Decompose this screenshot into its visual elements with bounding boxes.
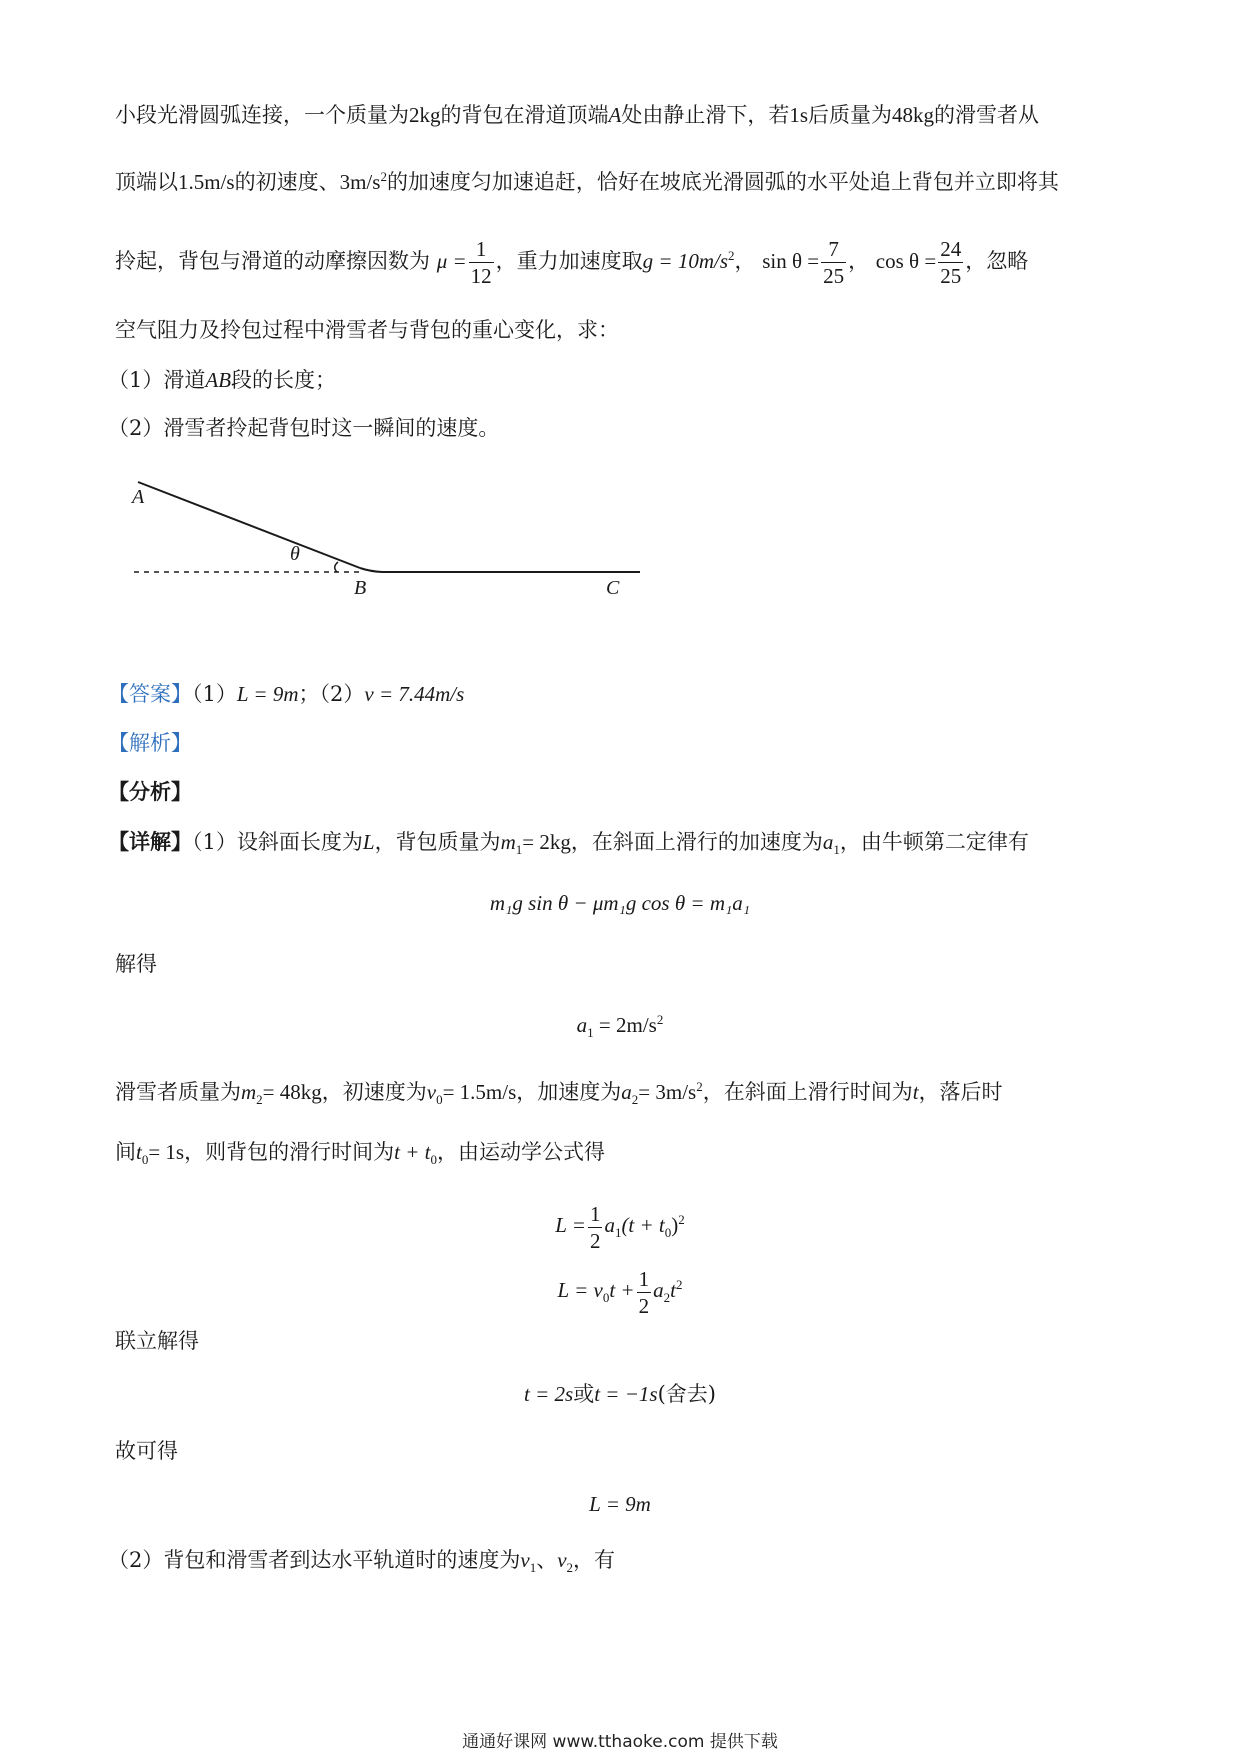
expr-t-plus-t0: t + t (394, 1140, 431, 1164)
subscript: 0 (430, 1152, 437, 1168)
denominator: 25 (823, 264, 845, 288)
subscript: 2 (566, 1560, 574, 1576)
text: 滑雪者质量为 (115, 1080, 241, 1104)
text: ， (848, 249, 870, 273)
var-a: a (576, 1013, 588, 1037)
text: ，背包质量为 (374, 830, 501, 854)
cos-label: cos θ = (875, 249, 937, 273)
half-fraction (637, 1266, 652, 1319)
problem-line-1 (115, 100, 1132, 130)
subscript: 1 (515, 842, 523, 858)
text: （1）滑道 (108, 368, 206, 392)
detail-line-4 (108, 1545, 1132, 1583)
text: （2）背包和滑雪者到达水平轨道时的速度为 (108, 1548, 521, 1572)
var-v: v (426, 1080, 437, 1104)
slope-line (138, 482, 360, 568)
text: ，忽略 (965, 249, 1029, 273)
text: 后质量为 (808, 103, 893, 127)
fenxi-heading (108, 777, 1132, 807)
text: 顶端以 (115, 170, 178, 194)
kede-line (115, 1436, 1132, 1466)
text: ，由牛顿第二定律有 (839, 830, 1029, 854)
text: 、 (536, 1548, 558, 1572)
question-2 (108, 413, 1132, 443)
answer-1: L = 9m (236, 682, 299, 706)
equation-1 (0, 887, 1240, 919)
lianli-line (115, 1326, 1132, 1356)
value: = 3m/s (638, 1080, 697, 1104)
page-footer: 通通好课网 www.tthaoke.com 提供下载 (462, 1732, 778, 1752)
text: 的加速度匀加速追赶，恰好在坡底光滑圆弧的水平处追上背包并立即将其 (386, 170, 1059, 194)
text: （1） (192, 682, 237, 706)
equation-6 (0, 1488, 1240, 1520)
text: ，在斜面上滑行的加速度为 (570, 830, 823, 854)
var-m: m (241, 1080, 257, 1104)
segment-ab: AB (205, 368, 232, 392)
var-a: a (621, 1080, 632, 1104)
analysis-heading (108, 728, 1132, 758)
rejected-note: (舍去) (657, 1382, 716, 1406)
acceleration: 3m/s (339, 170, 381, 194)
arc-connection (360, 568, 385, 572)
lhs: L = (555, 1213, 586, 1237)
half-fraction (588, 1201, 603, 1254)
text: 间 (115, 1140, 136, 1164)
denominator: 25 (940, 264, 962, 288)
text: 联立解得 (115, 1329, 199, 1353)
numerator: 1 (638, 1266, 650, 1291)
detail-tag: 【详解】 (108, 829, 192, 854)
var-v2: v (557, 1548, 567, 1572)
label-b: B (354, 577, 367, 599)
subscript: 2 (256, 1092, 263, 1108)
text: 的滑雪者从 (934, 103, 1040, 127)
superscript: 2 (380, 169, 387, 184)
result-l: L = 9m (589, 1492, 651, 1516)
cos-fraction (938, 236, 963, 289)
var-a: a (822, 830, 834, 854)
equation-2 (0, 1004, 1240, 1049)
text: 解得 (115, 952, 157, 976)
text: ，在斜面上滑行时间为 (702, 1080, 913, 1104)
problem-line-2 (115, 162, 1132, 197)
detail-line-1 (108, 827, 1132, 865)
var-t: t (912, 1080, 919, 1104)
gravity: g = 10m/s (642, 249, 728, 273)
text: ，有 (573, 1548, 616, 1572)
initial-speed: 1.5m/s (178, 170, 235, 194)
subscript: 1 (833, 842, 840, 858)
rejected-t: t = −1s (594, 1382, 658, 1406)
text: ，由运动学公式得 (436, 1140, 605, 1164)
or-word: 或 (573, 1382, 595, 1406)
detail-line-2 (115, 1072, 1132, 1115)
var-v1: v (520, 1548, 530, 1572)
superscript: 2 (656, 1012, 664, 1027)
denominator: 2 (589, 1228, 601, 1253)
superscript: 2 (696, 1079, 703, 1094)
answer-tag: 【答案】 (108, 682, 192, 706)
newton-equation: m₁g sin θ − μm₁g cos θ = m₁a₁ (489, 891, 751, 915)
numerator: 7 (828, 237, 839, 261)
sin-fraction (821, 236, 846, 289)
mu-label: μ = (436, 249, 467, 273)
text: ，加速度为 (516, 1080, 622, 1104)
text: （2）滑雪者拎起背包时这一瞬间的速度。 (108, 416, 500, 440)
text: 故可得 (115, 1439, 178, 1463)
slope-figure (120, 470, 660, 600)
subscript: 1 (587, 1025, 594, 1041)
equation-3 (0, 1190, 1240, 1263)
superscript: 2 (675, 1277, 683, 1292)
numerator: 1 (589, 1201, 601, 1226)
mu-fraction (469, 236, 494, 289)
expr: (t + t (621, 1213, 665, 1237)
expr: t + (609, 1278, 635, 1302)
denominator: 12 (470, 264, 492, 288)
subscript: 0 (602, 1290, 610, 1306)
var-t: t (670, 1278, 676, 1302)
jiede-1 (115, 949, 1132, 979)
analysis-tag: 【解析】 (108, 731, 192, 755)
fenxi-tag: 【分析】 (108, 779, 192, 804)
equation-5 (0, 1378, 1240, 1410)
var-t0: t (136, 1140, 142, 1164)
text: 小段光滑圆弧连接，一个质量为 (115, 103, 409, 127)
problem-line-4 (115, 315, 1132, 345)
var-a: a (604, 1213, 615, 1237)
answer-line (108, 679, 1132, 709)
superscript: 2 (678, 1212, 685, 1227)
paren: ) (671, 1213, 679, 1237)
label-a: A (132, 486, 145, 508)
subscript: 1 (529, 1560, 537, 1576)
numerator: 24 (940, 237, 962, 261)
answer-2: v = 7.44m/s (364, 682, 465, 706)
subscript: 0 (436, 1092, 443, 1108)
denominator: 2 (638, 1293, 650, 1318)
text: 处由静止滑下，若 (621, 103, 790, 127)
lhs: L = v (557, 1278, 603, 1302)
label-c: C (606, 577, 620, 599)
text: ，重力加速度取 (495, 249, 643, 273)
text: ，初速度为 (321, 1080, 427, 1104)
subscript: 2 (663, 1290, 671, 1306)
text: 拎起，背包与滑道的动摩擦因数为 (115, 249, 430, 273)
var-m: m (500, 830, 516, 854)
text: ， (734, 249, 756, 273)
text: 空气阻力及拎包过程中滑雪者与背包的重心变化，求： (115, 318, 619, 342)
sin-label: sin θ = (762, 249, 820, 273)
mass-bag: 2kg (409, 103, 441, 127)
delay-time: 1s (789, 103, 809, 127)
text: （1）设斜面长度为 (192, 830, 363, 854)
value: = 48kg (262, 1080, 322, 1104)
text: 段的长度； (231, 368, 337, 392)
angle-arc (335, 562, 338, 572)
mass-skier: 48kg (892, 103, 935, 127)
var-a: a (653, 1278, 664, 1302)
text: ，落后时 (918, 1080, 1003, 1104)
subscript: 2 (631, 1092, 639, 1108)
text: ；（2） (298, 682, 365, 706)
text: ，则背包的滑行时间为 (184, 1140, 395, 1164)
value: = 2kg (522, 830, 571, 854)
question-1 (108, 365, 1132, 395)
detail-line-3 (115, 1137, 1132, 1175)
solution-t: t = 2s (524, 1382, 574, 1406)
subscript: 0 (664, 1225, 672, 1241)
equation-4 (0, 1255, 1240, 1328)
text: 的背包在滑道顶端 (440, 103, 609, 127)
var-l: L (362, 830, 375, 854)
subscript: 0 (141, 1152, 149, 1168)
value: = 1s (148, 1140, 185, 1164)
numerator: 1 (475, 237, 487, 261)
label-theta: θ (290, 543, 300, 565)
superscript: 2 (728, 248, 735, 263)
value: = 2m/s (598, 1013, 657, 1037)
point-a: A (608, 103, 622, 127)
problem-line-3 (115, 228, 1132, 289)
value: = 1.5m/s (442, 1080, 517, 1104)
subscript: 1 (614, 1225, 622, 1241)
text: 的初速度、 (234, 170, 340, 194)
